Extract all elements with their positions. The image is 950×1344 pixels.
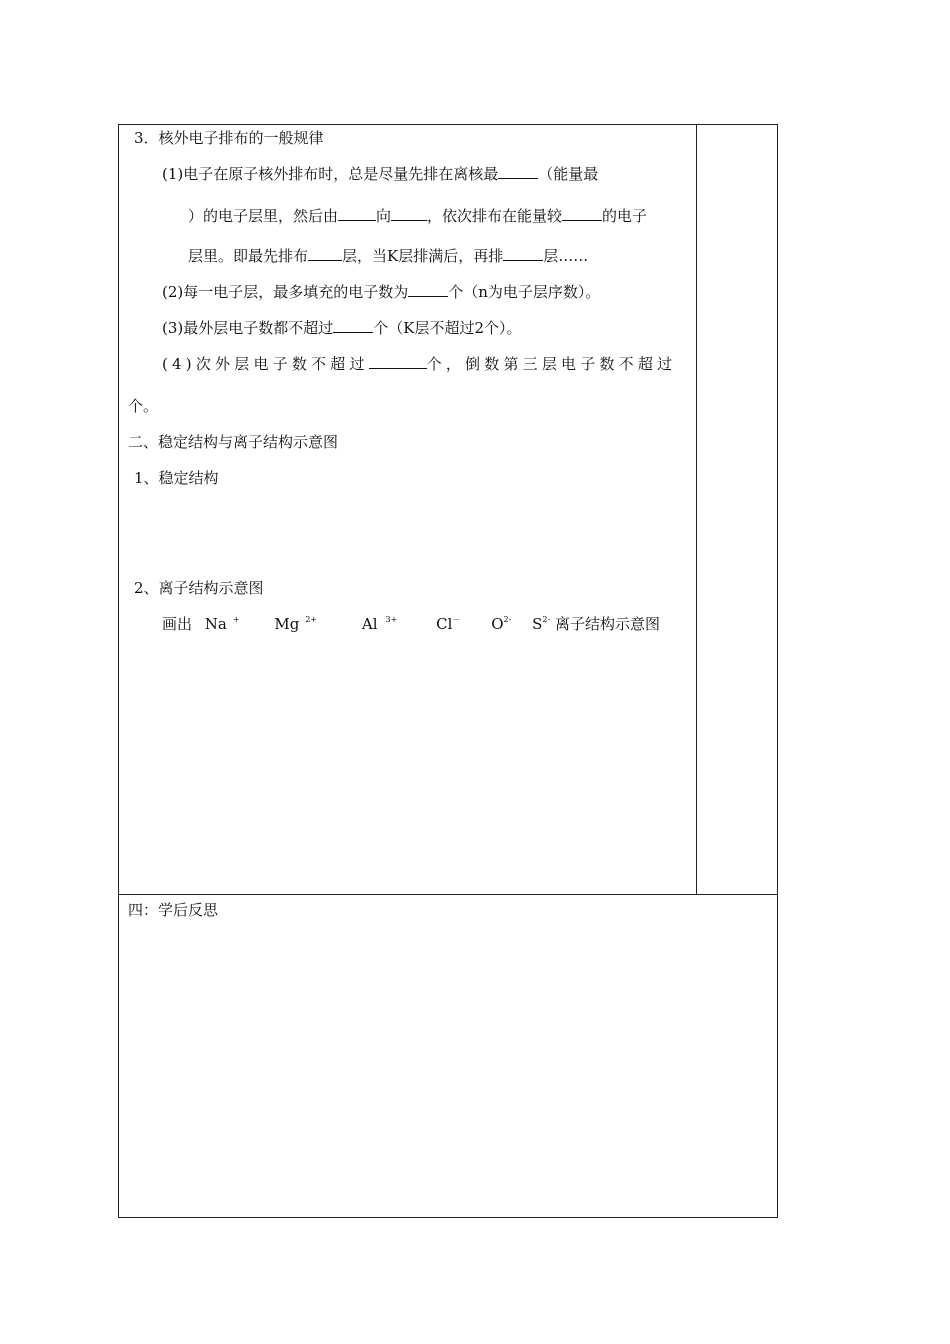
blank-second-outer-max[interactable] <box>369 354 427 369</box>
reflection-title: 四：学后反思 <box>128 901 219 919</box>
rule1-text-h: 层，当K层排满后，再排 <box>342 247 504 265</box>
blank-outer-max[interactable] <box>333 318 373 333</box>
draw-ions-line <box>162 614 660 634</box>
ion-cl: Cl－ <box>436 615 461 633</box>
rule1-line3 <box>188 246 588 266</box>
rule2-text-a: (2)每一电子层，最多填充的电子数为 <box>162 283 409 301</box>
rule1-text-i: 层…… <box>543 247 589 265</box>
blank-max-electrons[interactable] <box>408 282 448 297</box>
ion-o: $O^{2-}$ <box>491 615 512 633</box>
ion-diagram-heading: 2、离子结构示意图 <box>134 579 264 597</box>
rule3-text-b: 个（K层不超过2个）。 <box>373 319 522 337</box>
blank-nearest-layer[interactable] <box>498 164 538 179</box>
blank-from[interactable] <box>338 206 376 221</box>
rule3-line <box>162 318 522 338</box>
blank-energy-level[interactable] <box>562 206 602 221</box>
section3-title: 3．核外电子排布的一般规律 <box>134 129 324 147</box>
ion-al: Al $^{3+}$ <box>361 615 398 633</box>
rule3-text-a: (3)最外层电子数都不超过 <box>162 319 334 337</box>
rule4-text-b: 个，倒数第三层电子数不超过 <box>426 355 677 373</box>
rule4-text-a: (4)次外层电子数不超过 <box>162 355 369 373</box>
rule1-line2 <box>188 206 647 226</box>
rule2-text-b: 个（n为电子层序数）。 <box>448 283 601 301</box>
main-content-cell <box>118 124 697 895</box>
rule1-text-a: (1)电子在原子核外排布时，总是尽量先排在离核最 <box>162 165 499 183</box>
ion-mg: Mg $^{2+}$ <box>274 615 318 633</box>
side-notes-cell <box>696 124 778 895</box>
rule2-line <box>162 282 600 302</box>
ion-na: Na + <box>204 615 240 633</box>
rule4-line-end: 个。 <box>128 397 159 415</box>
section2-title: 二、稳定结构与离子结构示意图 <box>128 433 339 451</box>
rule1-text-e: ，依次排布在能量较 <box>427 207 563 225</box>
ion-s: $S^{2-}$ <box>532 615 551 633</box>
draw-suffix: 离子结构示意图 <box>554 615 660 633</box>
rule1-text-f: 的电子 <box>602 207 648 225</box>
rule1-text-b: （能量最 <box>538 165 599 183</box>
rule4-line <box>162 354 676 374</box>
blank-to[interactable] <box>391 206 427 221</box>
blank-first-layer[interactable] <box>308 246 342 261</box>
rule1-line1 <box>162 164 598 184</box>
stable-structure-heading: 1、稳定结构 <box>134 469 219 487</box>
rule1-text-c: ）的电子层里，然后由 <box>188 207 339 225</box>
reflection-cell <box>118 894 778 1218</box>
blank-next-layer[interactable] <box>503 246 543 261</box>
rule1-text-d: 向 <box>376 207 392 225</box>
draw-prefix: 画出 <box>162 615 193 633</box>
rule1-text-g: 层里。即最先排布 <box>188 247 309 265</box>
